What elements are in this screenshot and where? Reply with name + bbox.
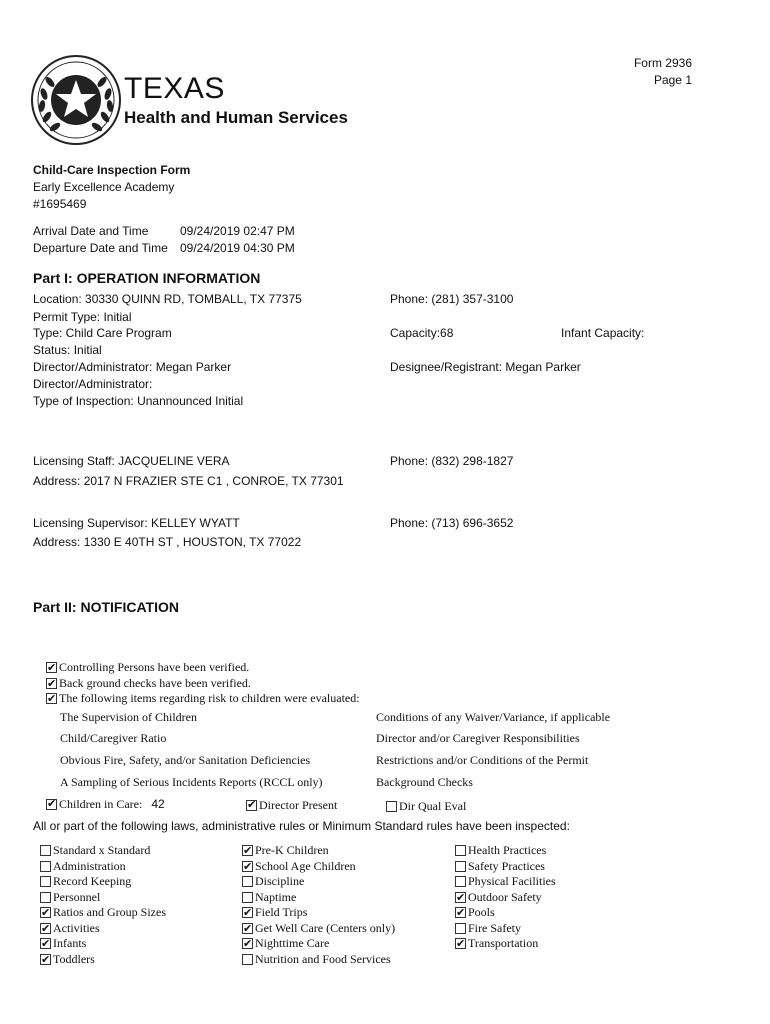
risk-item: Background Checks [376, 775, 473, 789]
checkbox[interactable] [40, 907, 51, 918]
page-number: Page 1 [653, 73, 692, 87]
rule-label: Toddlers [53, 951, 95, 966]
form-number: Form 2936 [633, 56, 692, 70]
rule-infants[interactable] [40, 936, 166, 952]
rule-fire-safety[interactable] [455, 921, 556, 937]
director-present[interactable]: ✔ Director Present [246, 798, 337, 813]
arrival-label: Arrival Date and Time [33, 224, 149, 238]
rule-nighttime-care[interactable] [242, 936, 395, 952]
texas-seal-logo [30, 54, 122, 146]
rule-label: Record Keeping [53, 874, 132, 888]
dir-qual-eval[interactable]: Dir Qual Eval [386, 799, 466, 814]
rule-record-keeping[interactable] [40, 874, 166, 890]
checkbox[interactable] [46, 693, 57, 704]
checkbox[interactable] [386, 801, 397, 812]
checkbox[interactable] [455, 892, 466, 903]
part2-heading: Part II: NOTIFICATION [33, 599, 179, 615]
operation-phone: Phone: (281) 357-3100 [390, 292, 514, 306]
verification-list [46, 660, 360, 707]
rule-physical-facilities[interactable] [455, 874, 556, 890]
checkbox[interactable] [40, 876, 51, 887]
checkbox[interactable] [242, 907, 253, 918]
rule-activities[interactable] [40, 921, 166, 937]
checkbox[interactable] [455, 907, 466, 918]
checkbox[interactable] [46, 799, 57, 810]
rule-standard-x-standard[interactable] [40, 843, 166, 859]
rule-label: School Age Children [255, 858, 356, 873]
rule-label: Safety Practices [468, 858, 545, 873]
checkbox[interactable] [40, 845, 51, 856]
location: Location: 30330 QUINN RD, TOMBALL, TX 77375 [33, 292, 302, 306]
check-controlling-persons[interactable]: ✔Controlling Persons have been verified. [46, 660, 360, 676]
rule-label: Fire Safety [468, 920, 521, 935]
rule-transportation[interactable] [455, 936, 556, 952]
infant-capacity: Infant Capacity: [561, 326, 645, 340]
rule-label: Outdoor Safety [468, 889, 542, 904]
rule-toddlers[interactable] [40, 952, 166, 968]
rule-pre-k-children[interactable] [242, 843, 395, 859]
logo-subtitle: Health and Human Services [124, 108, 348, 127]
designee: Designee/Registrant: Megan Parker [390, 360, 581, 374]
risk-item: Restrictions and/or Conditions of the Permit [376, 753, 589, 767]
risk-item: Obvious Fire, Safety, and/or Sanitation Deficiencies [60, 753, 311, 767]
rule-label: Administration [53, 858, 126, 873]
checkbox[interactable] [40, 861, 51, 872]
rule-administration[interactable] [40, 859, 166, 875]
risk-item: Director and/or Caregiver Responsibilities [376, 731, 580, 745]
checkbox[interactable] [242, 954, 253, 965]
rule-label: Pre-K Children [255, 843, 329, 857]
checkbox[interactable] [242, 923, 253, 934]
rule-label: Standard x Standard [53, 843, 151, 857]
program-type: Type: Child Care Program [33, 326, 172, 340]
rule-label: Infants [53, 936, 87, 950]
checkbox[interactable] [40, 954, 51, 965]
checkbox[interactable] [455, 923, 466, 934]
rule-label: Naptime [255, 889, 297, 904]
rule-ratios-and-group-sizes[interactable] [40, 905, 166, 921]
arrival-value: 09/24/2019 02:47 PM [180, 224, 295, 238]
rule-personnel[interactable] [40, 890, 166, 906]
form-title: Child-Care Inspection Form [33, 163, 191, 177]
rule-school-age-children[interactable] [242, 859, 395, 875]
checkbox[interactable] [455, 876, 466, 887]
licensing-supervisor-phone: Phone: (713) 696-3652 [390, 516, 514, 530]
rule-label: Personnel [53, 889, 101, 904]
risk-item: A Sampling of Serious Incidents Reports (RCCL only) [60, 775, 323, 789]
checkbox[interactable] [40, 923, 51, 934]
logo-title: TEXAS [124, 72, 225, 105]
licensing-staff-phone: Phone: (832) 298-1827 [390, 454, 514, 468]
rule-get-well-care-centers-only[interactable] [242, 921, 395, 937]
rule-label: Pools [468, 905, 495, 919]
rule-label: Ratios and Group Sizes [53, 905, 166, 919]
checkbox[interactable] [455, 845, 466, 856]
rule-label: Health Practices [468, 843, 547, 857]
licensing-staff: Licensing Staff: JACQUELINE VERA [33, 454, 230, 468]
checkbox[interactable] [246, 800, 257, 811]
permit-type: Permit Type: Initial [33, 310, 132, 324]
director-2: Director/Administrator: [33, 377, 153, 391]
rule-naptime[interactable] [242, 890, 395, 906]
rule-outdoor-safety[interactable] [455, 890, 556, 906]
licensing-supervisor-address: Address: 1330 E 40TH ST , HOUSTON, TX 77022 [33, 535, 302, 549]
rule-field-trips[interactable] [242, 905, 395, 921]
checkbox[interactable] [46, 662, 57, 673]
children-in-care[interactable]: ✔Children in Care: 42 [46, 797, 165, 812]
checkbox[interactable] [46, 678, 57, 689]
check-risk-evaluated[interactable]: ✔The following items regarding risk to children were evaluated: [46, 691, 360, 707]
rule-nutrition-and-food-services[interactable] [242, 952, 395, 968]
departure-value: 09/24/2019 04:30 PM [180, 241, 295, 255]
capacity: Capacity:68 [390, 326, 454, 340]
licensing-staff-address: Address: 2017 N FRAZIER STE C1 , CONROE, TX 77301 [33, 474, 344, 488]
departure-label: Departure Date and Time [33, 241, 168, 255]
rule-health-practices[interactable] [455, 843, 556, 859]
rule-label: Physical Facilities [468, 874, 556, 888]
status: Status: Initial [33, 343, 102, 357]
checkbox[interactable] [242, 861, 253, 872]
rules-column-2 [242, 843, 395, 967]
rules-column-1 [40, 843, 166, 967]
rule-safety-practices[interactable] [455, 859, 556, 875]
checkbox[interactable] [40, 938, 51, 949]
checkbox[interactable] [455, 938, 466, 949]
rule-label: Transportation [468, 936, 539, 950]
rule-label: Nighttime Care [255, 936, 330, 950]
director-1: Director/Administrator: Megan Parker [33, 360, 232, 374]
rule-label: Activities [53, 920, 100, 935]
rule-discipline[interactable] [242, 874, 395, 890]
operation-name: Early Excellence Academy [33, 180, 175, 194]
laws-statement: All or part of the following laws, administrative rules or Minimum Standard rules have been inspected: [33, 819, 570, 833]
rule-pools[interactable] [455, 905, 556, 921]
rule-label: Nutrition and Food Services [255, 951, 391, 966]
inspection-type: Type of Inspection: Unannounced Initial [33, 394, 244, 408]
risk-item: Conditions of any Waiver/Variance, if applicable [376, 710, 611, 724]
checkbox[interactable] [242, 892, 253, 903]
rule-label: Discipline [255, 874, 305, 888]
check-background[interactable]: ✔Back ground checks have been verified. [46, 676, 360, 692]
risk-item: Child/Caregiver Ratio [60, 731, 167, 745]
children-count: 42 [151, 797, 165, 811]
checkbox[interactable] [455, 861, 466, 872]
checkbox[interactable] [242, 938, 253, 949]
checkbox[interactable] [242, 876, 253, 887]
rules-column-3 [455, 843, 556, 952]
rule-label: Field Trips [255, 905, 308, 919]
rule-label: Get Well Care (Centers only) [255, 920, 396, 935]
checkbox[interactable] [40, 892, 51, 903]
operation-number: #1695469 [33, 197, 87, 211]
licensing-supervisor: Licensing Supervisor: KELLEY WYATT [33, 516, 240, 530]
risk-item: The Supervision of Children [60, 710, 197, 724]
part1-heading: Part I: OPERATION INFORMATION [33, 270, 261, 286]
checkbox[interactable] [242, 845, 253, 856]
